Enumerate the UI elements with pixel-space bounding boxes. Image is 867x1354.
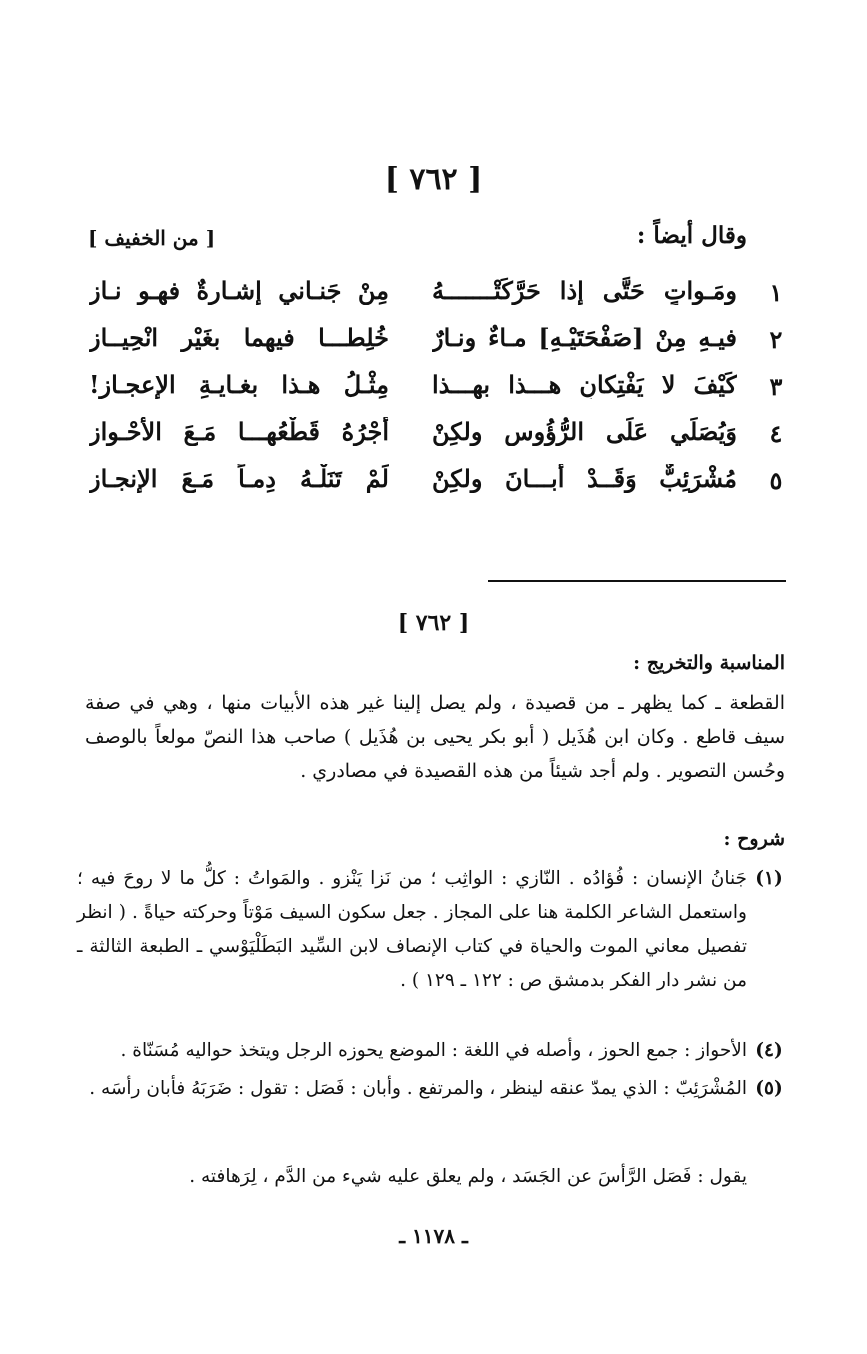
poem-meter: [ من الخفيف ] xyxy=(88,226,216,250)
verse-second-hemistich: أَجْرُهُ قَطْعُهـــا مَـعَ الأَحْـوازِ xyxy=(89,417,389,446)
verse-2 xyxy=(0,319,867,366)
note-text: الأحواز : جمع الحوز ، وأصله في اللغة : الموضع يحوزه الرجل ويتخذ حواليه مُسَنّاة . xyxy=(120,1040,747,1061)
verse-number: ٥ xyxy=(769,466,783,495)
verse-first-hemistich: فيـهِ مِنْ [صَفْحَتَيْـهِ] مـاءٌ ونـارٌ xyxy=(432,323,737,352)
poem-intro: وقال أيضاً : xyxy=(636,222,747,249)
verse-second-hemistich: لَمْ تَنَلْـهُ دِمـاً مَـعَ الإنجـازِ xyxy=(89,464,389,493)
verse-1 xyxy=(0,272,867,319)
verse-number: ٣ xyxy=(769,372,783,401)
occasion-paragraph: القطعة ـ كما يظهر ـ من قصيدة ، ولم يصل إلينا غير هذه الأبيات منها ، وهي في صفة سيف قاطع . وكان ابن هُذَيل ( أبو بكر يحيى بن هُذَيل ) صاحب هذا النصّ مولعاً بالوصف وحُسن التصوير . ولم أجد شيئاً من هذه القصيدة في مصادري . xyxy=(85,692,785,782)
verse-5 xyxy=(0,460,867,507)
verse-3 xyxy=(0,366,867,413)
verse-first-hemistich: وَيُصَلِّي عَلَى الرُّؤُوسِ ولكِنْ xyxy=(432,417,737,446)
verse-first-hemistich: كَيْفَ لا يَفْتِكانِ هـــذا بهـــذا xyxy=(432,370,737,399)
page-number: ـ ١١٧٨ ـ xyxy=(399,1224,468,1248)
commentary-explanation: يقول : فَصَل الرَّأسَ عن الجَسَد ، ولم يعلق عليه شيء من الدَّم ، لِرَهافته . xyxy=(189,1166,747,1187)
commentary-heading: شروح : xyxy=(723,828,785,850)
note-number: (٤) xyxy=(755,1040,783,1061)
verse-second-hemistich: مِنْ جَنـاني إشـارةٌ فهـو نـازِ xyxy=(89,276,389,305)
verse-number: ٢ xyxy=(769,325,783,354)
verse-first-hemistich: ومَـواتٍ حَتَّى إذا حَرَّكَتْـــــــهُ xyxy=(432,276,737,305)
note-text: المُشْرَئِبّ : الذي يمدّ عنقه لينظر ، والمرتفع . وأبان : فَصَل : تقول : ضَرَبَهُ فأبان رأسَه . xyxy=(89,1078,747,1099)
footnote-divider xyxy=(488,580,786,582)
notes-number: [ ٧٦٢ ] xyxy=(397,610,470,636)
note-text: جَنانُ الإنسان : فُؤادُه . النّازي : الواثِب ؛ من نَزا يَنْزو . والمَواتُ : كلُّ ما لا روحَ فيه ؛ واستعمل الشاعر الكلمة هنا على المجاز . جعل سكون السيف مَوْتاً وحركته حياةً . ( انظر تفصيل معاني الموت والحياة في كتاب الإنصاف لابن السِّيد البَطَلْيَوْسي ـ الطبعة الثالثة ـ من نشر دار الفكر بدمشق ص : ١٢٢ ـ ١٢٩ ) . xyxy=(77,868,747,991)
verse-second-hemistich: خُلِطـــا فيهِما بغَيْرِ انْحِيــازِ xyxy=(89,323,389,352)
poem-verses xyxy=(0,272,867,507)
poem-number: [ ٧٦٢ ] xyxy=(384,162,483,197)
occasion-heading: المناسبة والتخريج : xyxy=(633,652,785,674)
commentary-note-1 xyxy=(77,862,789,998)
commentary-note-5 xyxy=(77,1072,789,1106)
verse-first-hemistich: مُشْرَئِبٌّ وَقَــدْ أبـــانَ ولكِنْ xyxy=(432,464,737,493)
verse-number: ١ xyxy=(769,278,783,307)
verse-number: ٤ xyxy=(769,419,783,448)
note-number: (١) xyxy=(755,868,783,889)
verse-second-hemistich: مِثْـلُ هـذا بغـايـةِ الإعجـازِ! xyxy=(89,370,389,399)
verse-4 xyxy=(0,413,867,460)
commentary-note-4 xyxy=(77,1034,789,1068)
note-number: (٥) xyxy=(755,1078,783,1099)
